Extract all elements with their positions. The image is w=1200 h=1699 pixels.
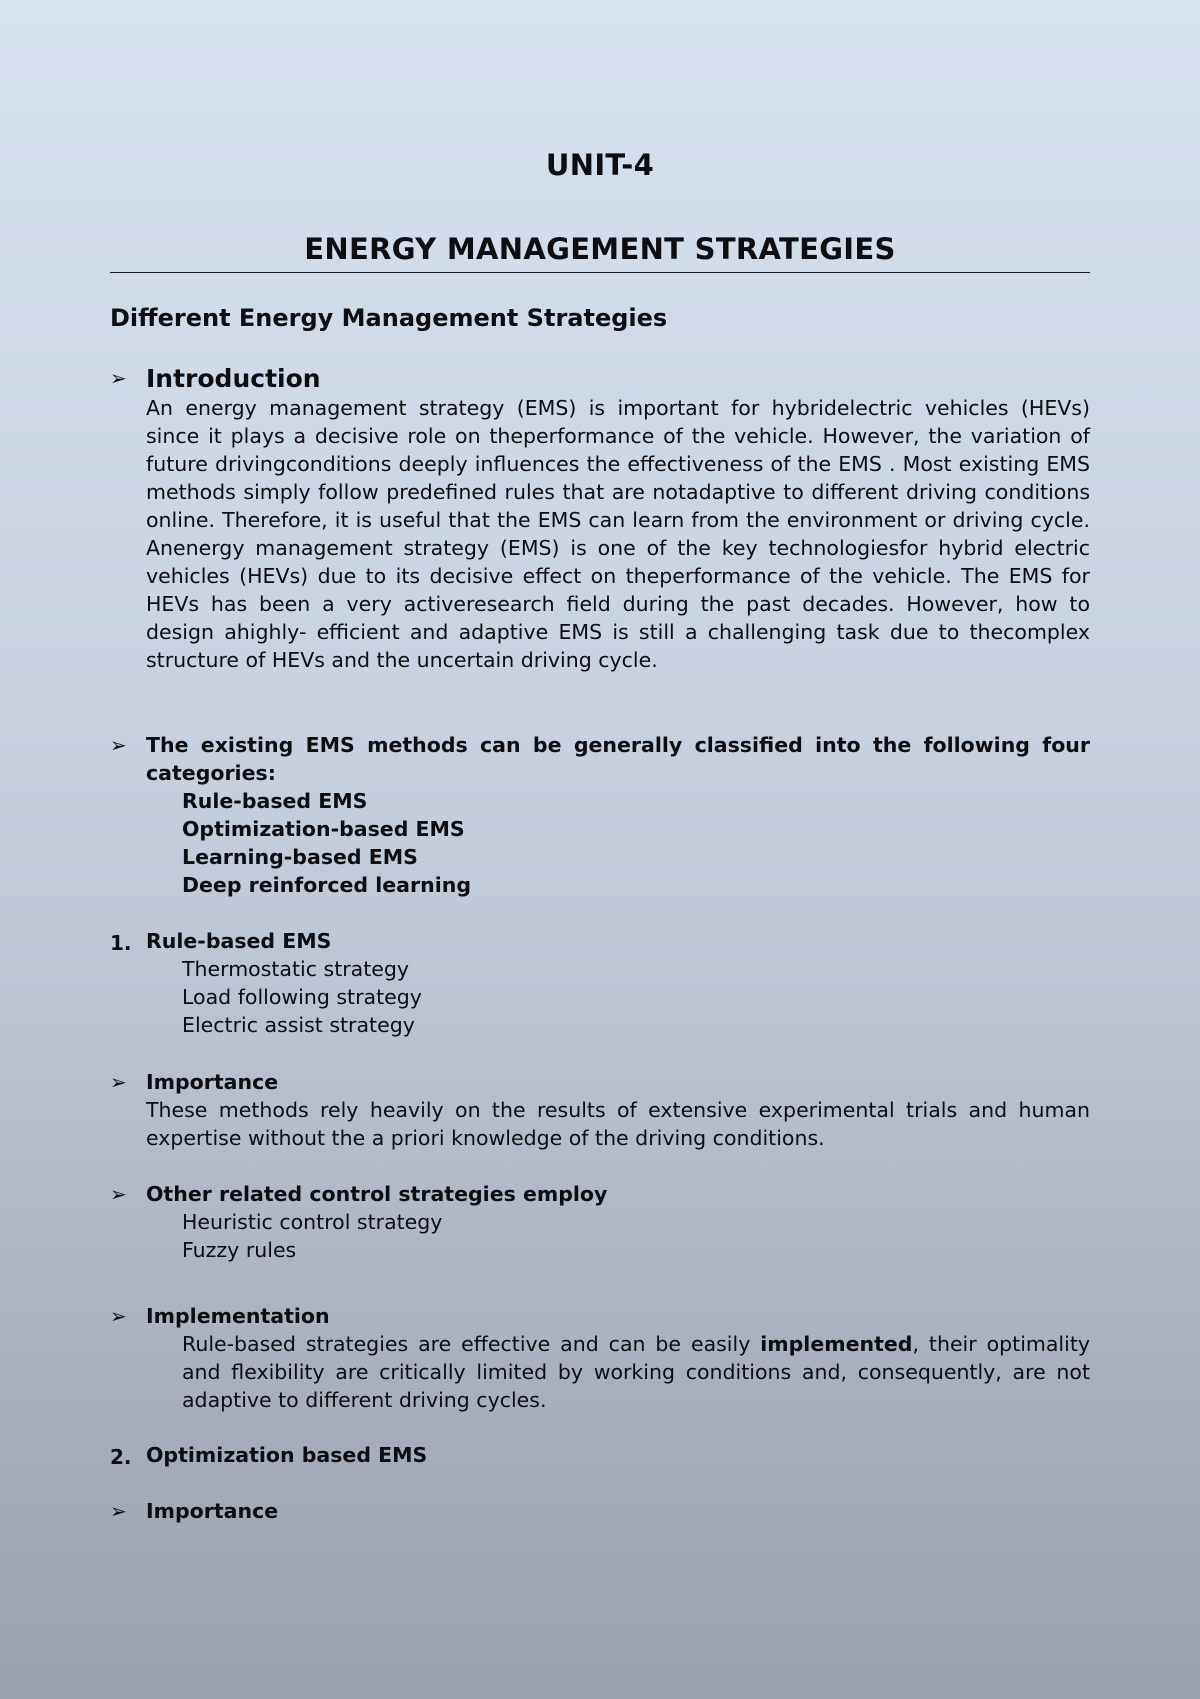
category-item: Rule-based EMS: [182, 789, 368, 813]
importance2-section: [146, 1497, 1090, 1525]
intro-body: An energy management strategy (EMS) is important for hybridelectric vehicles (HEVs) since it plays a decisive role on theperformance of the vehicle. However, the variation of future drivingconditions deeply influences the effectiveness of the EMS . Most existing EMS methods simply follow predefined rules that are notadaptive to different driving conditions online. Therefore, it is useful that the EMS can learn from the environment or driving cycle. Anenergy management strategy (EMS) is one of the key technologiesfor hybrid electric vehicles (HEVs) due to its decisive effect on theperformance of the vehicle. The EMS for HEVs has been a very activeresearch field during the past decades. However, how to design ahighly- efficient and adaptive EMS is still a challenging task due to thecomplex structure of HEVs and the uncertain driving cycle.: [146, 396, 1090, 672]
rule-based-item: Electric assist strategy: [182, 1013, 415, 1037]
rule-based-item: Load following strategy: [182, 985, 422, 1009]
bullet-arrow-icon: ➢: [110, 1182, 127, 1206]
implementation-heading: Implementation: [146, 1304, 330, 1328]
importance-body: These methods rely heavily on the results of extensive experimental trials and human expertise without the a priori knowledge of the driving conditions.: [146, 1098, 1090, 1150]
optimization-section: [146, 1441, 1090, 1469]
bullet-arrow-icon: ➢: [110, 366, 127, 390]
rule-based-item: Thermostatic strategy: [182, 957, 410, 981]
rule-based-section: [146, 927, 1090, 1039]
unit-title: UNIT-4: [545, 148, 655, 182]
optimization-heading: Optimization based EMS: [146, 1443, 428, 1467]
implementation-emphasis: implemented: [760, 1332, 913, 1356]
bullet-arrow-icon: ➢: [110, 1499, 127, 1523]
other-heading: Other related control strategies employ: [146, 1182, 608, 1206]
document-title: ENERGY MANAGEMENT STRATEGIES: [304, 232, 896, 266]
implementation-text: , their optimality and flexibility are critically limited by working conditions and, consequently, are not adaptive to different driving cycles.: [182, 1332, 1090, 1412]
section-subtitle: Different Energy Management Strategies: [110, 304, 668, 332]
list-number: 1.: [110, 931, 132, 955]
intro-heading: Introduction: [146, 364, 321, 393]
bullet-arrow-icon: ➢: [110, 1304, 127, 1328]
intro-section: [146, 364, 1090, 674]
category-item: Deep reinforced learning: [182, 873, 472, 897]
implementation-section: [146, 1302, 1090, 1414]
bullet-arrow-icon: ➢: [110, 733, 127, 757]
rule-based-heading: Rule-based EMS: [146, 929, 332, 953]
categories-heading: The existing EMS methods can be generally classified into the following four categories:: [146, 733, 1090, 785]
other-item: Heuristic control strategy: [182, 1210, 443, 1234]
other-strategies-section: [146, 1180, 1090, 1264]
list-number: 2.: [110, 1445, 132, 1469]
category-item: Optimization-based EMS: [182, 817, 465, 841]
implementation-text: Rule-based strategies are effective and can be easily: [182, 1332, 761, 1356]
title-divider: [110, 272, 1090, 273]
bullet-arrow-icon: ➢: [110, 1070, 127, 1094]
category-item: Learning-based EMS: [182, 845, 418, 869]
implementation-body: [146, 1330, 1090, 1414]
categories-section: [146, 731, 1090, 899]
importance-section: [146, 1068, 1090, 1152]
importance2-heading: Importance: [146, 1499, 279, 1523]
other-item: Fuzzy rules: [182, 1238, 297, 1262]
importance-heading: Importance: [146, 1070, 279, 1094]
